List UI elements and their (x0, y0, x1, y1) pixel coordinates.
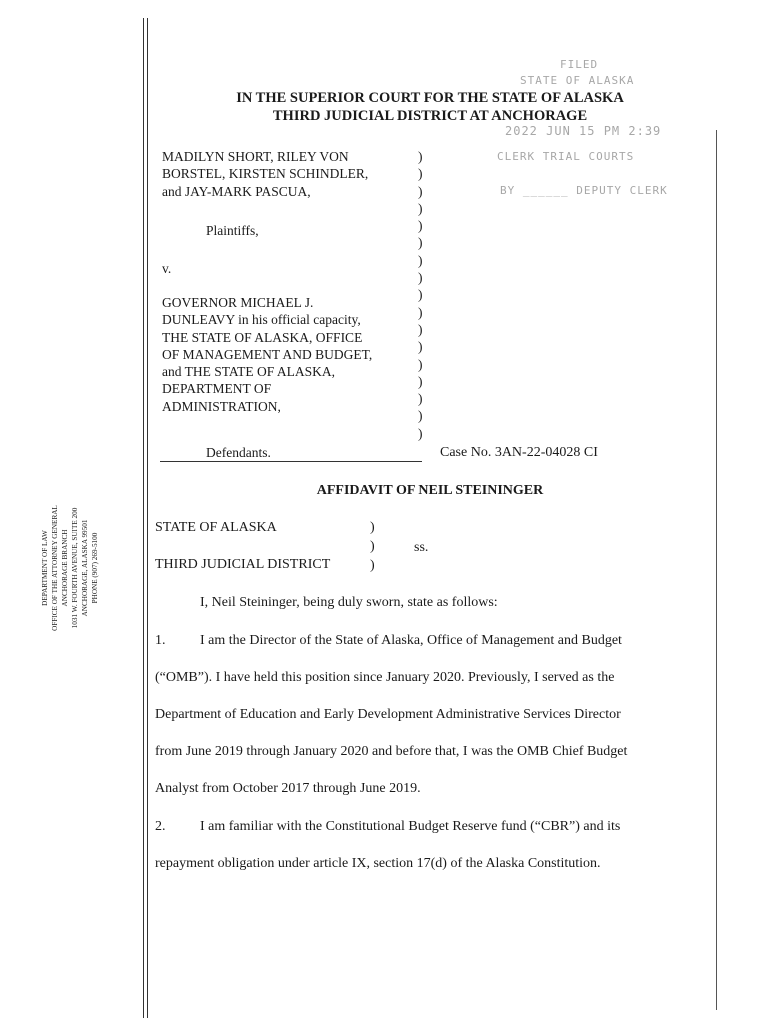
defendant-line: DUNLEAVY in his official capacity, (162, 312, 361, 328)
caption-paren-column: ) ) ) ) ) ) ) ) ) ) ) ) ) ) ) ) ) (418, 149, 423, 441)
plaintiff-line: and JAY-MARK PASCUA, (162, 183, 311, 199)
plaintiff-line: MADILYN SHORT, RILEY VON (162, 149, 349, 164)
paragraph-line: repayment obligation under article IX, section 17(d) of the Alaska Constitution. (155, 856, 601, 871)
venue-paren: ) ) ) (370, 520, 375, 573)
defendant-line: OF MANAGEMENT AND BUDGET, (162, 346, 373, 362)
defendant-line: DEPARTMENT OF (162, 381, 272, 397)
left-margin-rule (143, 18, 144, 1018)
paragraph-line: Department of Education and Early Development Administrative Services Director (155, 707, 621, 722)
stamp-line: STATE OF ALASKA (520, 74, 635, 87)
case-number: Case No. 3AN-22-04028 CI (440, 445, 598, 460)
venue-ss: ss. (414, 540, 429, 555)
sidebar-line: 1031 W. FOURTH AVENUE, SUITE 200 (71, 507, 79, 629)
stamp-line: 2022 JUN 15 PM 2:39 (505, 124, 662, 138)
defendant-line: GOVERNOR MICHAEL J. (162, 295, 314, 310)
paragraph-number: 1. (155, 633, 166, 648)
sidebar-line: ANCHORAGE, ALASKA 99501 (81, 519, 89, 617)
defendant-line: ADMINISTRATION, (162, 398, 281, 414)
court-header-line2: THIRD JUDICIAL DISTRICT AT ANCHORAGE (272, 108, 588, 124)
sidebar-line: ANCHORAGE BRANCH (61, 529, 69, 607)
paragraph-line: I am the Director of the State of Alaska, Office of Management and Budget (200, 633, 622, 648)
right-margin-rule (716, 130, 717, 1010)
sidebar-line: DEPARTMENT OF LAW (41, 530, 49, 606)
versus: v. (162, 261, 172, 276)
defendant-line: THE STATE OF ALASKA, OFFICE (162, 329, 363, 345)
paragraph-line: Analyst from October 2017 through June 2019. (155, 781, 421, 796)
stamp-line: CLERK TRIAL COURTS (497, 150, 635, 163)
court-header-line1: IN THE SUPERIOR COURT FOR THE STATE OF ALASKA (236, 90, 624, 106)
paragraph-line: from June 2019 through January 2020 and before that, I was the OMB Chief Budget (155, 744, 628, 759)
paragraph-number: 2. (155, 819, 166, 834)
defendants-label: Defendants. (206, 445, 271, 460)
paragraph-line: (“OMB”). I have held this position since January 2020. Previously, I served as the (155, 670, 615, 685)
affidavit-title: AFFIDAVIT OF NEIL STEININGER (316, 483, 544, 498)
stamp-line: BY ______ DEPUTY CLERK (500, 184, 668, 197)
caption-bottom-rule (160, 461, 422, 462)
sidebar-line: PHONE (907) 269-5100 (91, 532, 99, 604)
intro-statement: I, Neil Steininger, being duly sworn, state as follows: (200, 595, 498, 610)
sidebar-line: OFFICE OF THE ATTORNEY GENERAL (51, 505, 59, 631)
left-margin-rule-inner (147, 18, 148, 1018)
venue-district: THIRD JUDICIAL DISTRICT (155, 557, 331, 572)
venue-state: STATE OF ALASKA (155, 520, 277, 535)
law-office-sidebar (40, 448, 100, 688)
plaintiff-line: BORSTEL, KIRSTEN SCHINDLER, (162, 166, 369, 182)
defendant-line: and THE STATE OF ALASKA, (162, 364, 336, 380)
defendant-names (162, 294, 372, 415)
plaintiff-names (162, 148, 368, 200)
stamp-line: FILED (560, 58, 599, 71)
plaintiffs-label: Plaintiffs, (206, 223, 259, 238)
paragraph-line: I am familiar with the Constitutional Budget Reserve fund (“CBR”) and its (200, 819, 621, 834)
